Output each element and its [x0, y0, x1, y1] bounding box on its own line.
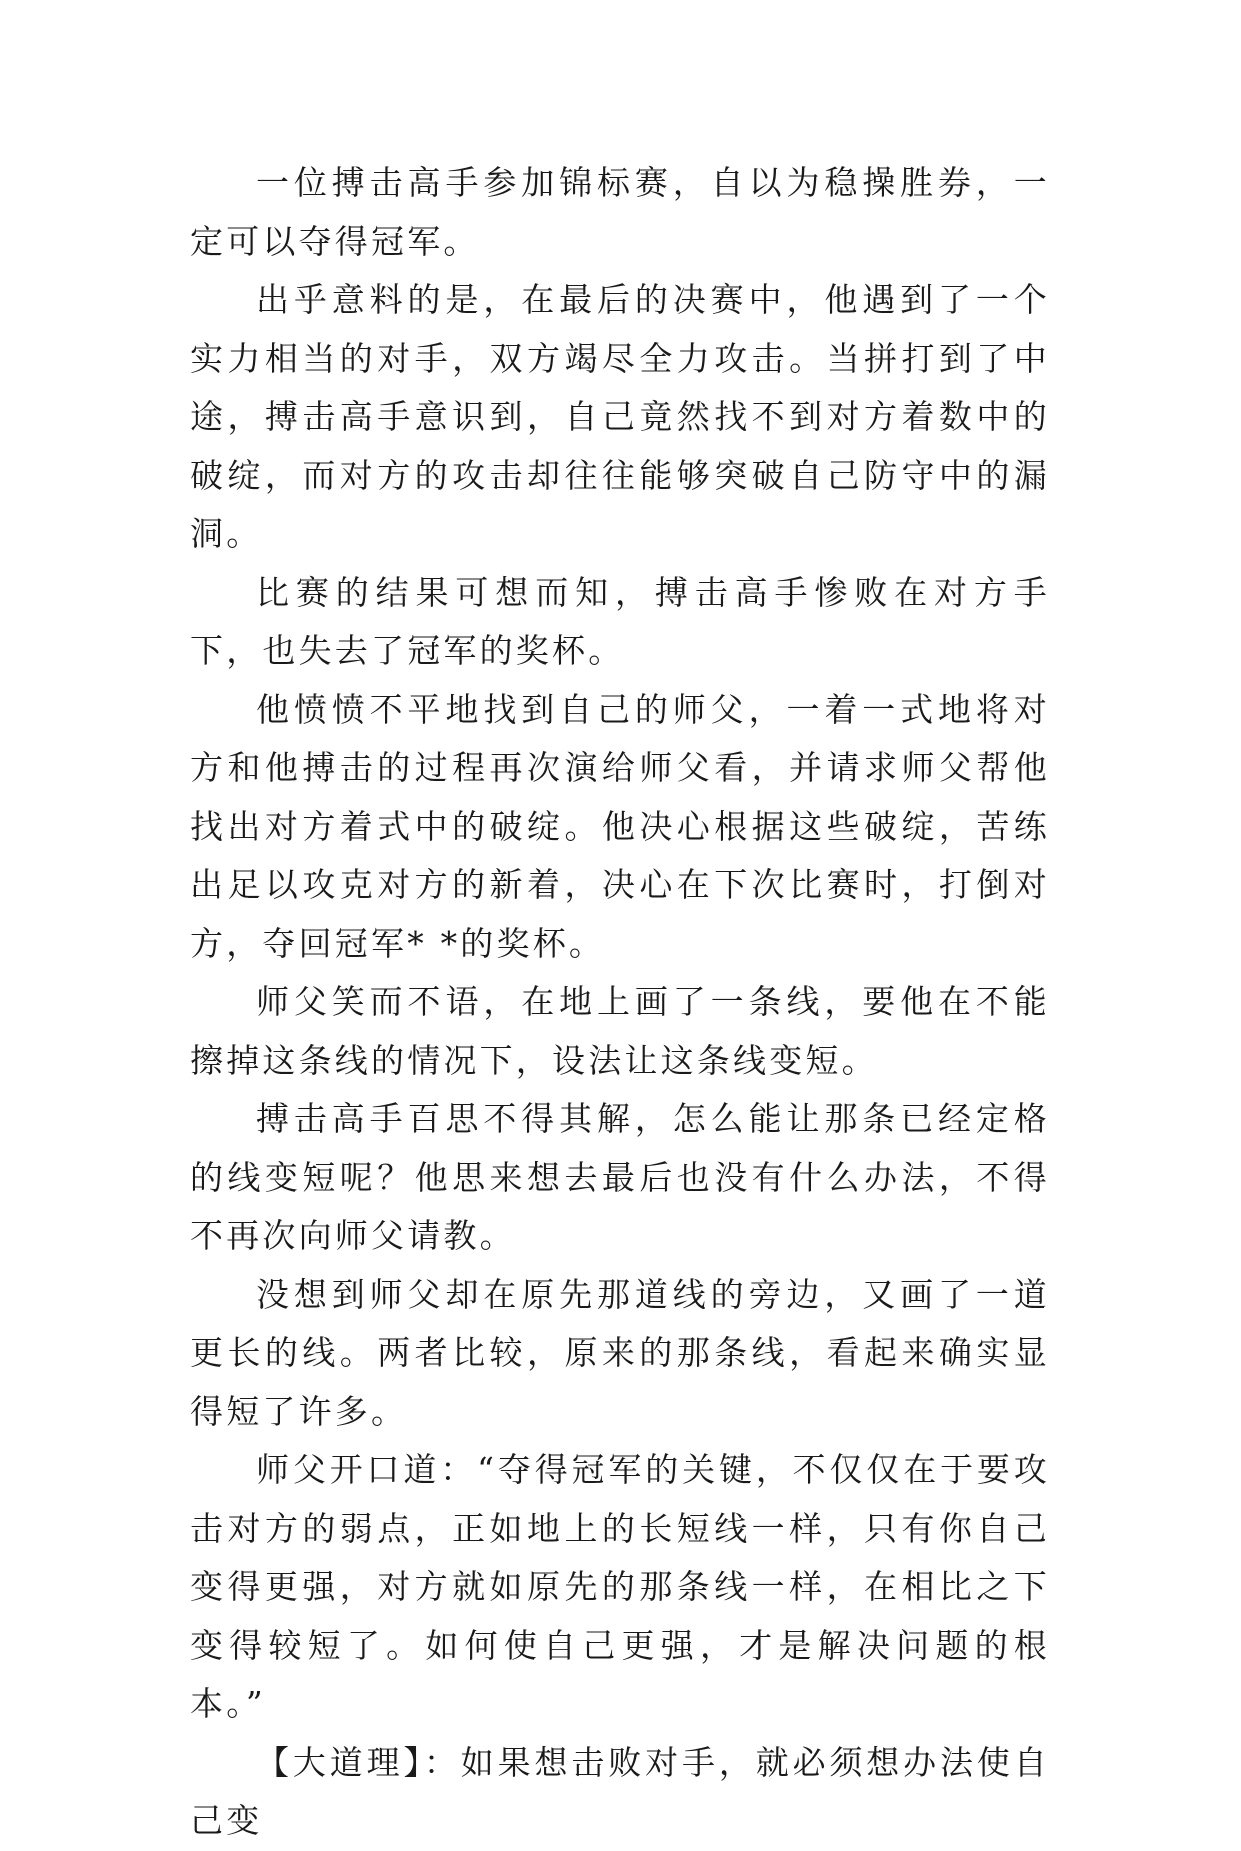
paragraph-5: 师父笑而不语，在地上画了一条线，要他在不能擦掉这条线的情况下，设法让这条线变短。: [190, 982, 1050, 1080]
paragraph-7: 没想到师父却在原先那道线的旁边，又画了一道更长的线。两者比较，原来的那条线，看起来确实显得短了许多。: [190, 1274, 1050, 1431]
paragraph-3: 比赛的结果可想而知，搏击高手惨败在对方手下，也失去了冠军的奖杯。: [190, 572, 1050, 670]
paragraph-1: 一位搏击高手参加锦标赛，自以为稳操胜券，一定可以夺得冠军。: [190, 163, 1050, 261]
document-body: [190, 154, 1050, 1851]
paragraph-9: 【大道理】：如果想击败对手，就必须想办法使自己变: [190, 1742, 1050, 1840]
paragraph-2: 出乎意料的是，在最后的决赛中，他遇到了一个实力相当的对手，双方竭尽全力攻击。当拼打到了中途，搏击高手意识到，自己竟然找不到对方着数中的破绽，而对方的攻击却往往能够突破自己防守中的漏洞。: [190, 280, 1050, 553]
paragraph-8: 师父开口道：“夺得冠军的关键，不仅仅在于要攻击对方的弱点，正如地上的长短线一样，只有你自己变得更强，对方就如原先的那条线一样，在相比之下变得较短了。如何使自己更强，才是解决问题的根本。”: [190, 1450, 1050, 1723]
paragraph-6: 搏击高手百思不得其解，怎么能让那条已经定格的线变短呢？他思来想去最后也没有什么办法，不得不再次向师父请教。: [190, 1099, 1050, 1255]
paragraph-4: 他愤愤不平地找到自己的师父，一着一式地将对方和他搏击的过程再次演给师父看，并请求师父帮他找出对方着式中的破绽。他决心根据这些破绽，苦练出足以攻克对方的新着，决心在下次比赛时，打倒对方，夺回冠军* *的奖杯。: [190, 689, 1050, 963]
